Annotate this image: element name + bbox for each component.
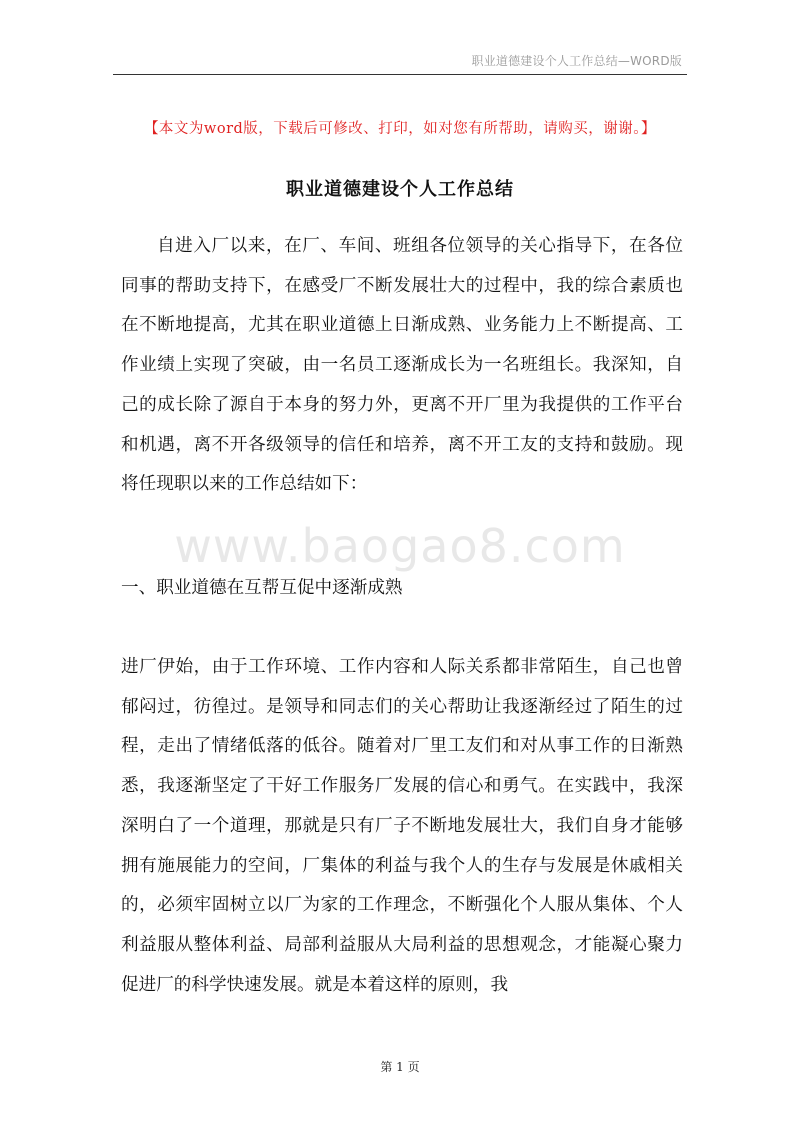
body-paragraph-section1: 进厂伊始，由于工作环境、工作内容和人际关系都非常陌生，自己也曾郁闷过，彷徨过。是领导和同志们的关心帮助让我逐渐经过了陌生的过程，走出了情绪低落的低谷。随着对厂里工友们和对从事工作的日渐熟悉，我逐渐坚定了干好工作服务厂发展的信心和勇气。在实践中，我深深明白了一个道理，那就是只有厂子不断地发展壮大，我们自身才能够拥有施展能力的空间，厂集体的利益与我个人的生存与发展是休戚相关的，必须牢固树立以厂为家的工作理念，不断强化个人服从集体、个人利益服从整体利益、局部利益服从大局利益的思想观念，才能凝心聚力促进厂的科学快速发展。就是本着这样的原则，我 (121, 657, 683, 995)
page-number: 第 1 页 (380, 1060, 420, 1074)
body-paragraph-intro: 自进入厂以来，在厂、车间、班组各位领导的关心指导下，在各位同事的帮助支持下，在感受厂不断发展壮大的过程中，我的综合素质也在不断地提高，尤其在职业道德上日渐成熟、业务能力上不断提高、工作业绩上实现了突破，由一名员工逐渐成长为一名班组长。我深知，自己的成长除了源自于本身的努力外，更离不开厂里为我提供的工作平台和机遇，离不开各级领导的信任和培养，离不开工友的支持和鼓励。现将任现职以来的工作总结如下： (121, 236, 683, 495)
section-heading-1: 一、职业道德在互帮互促中逐渐成熟 (121, 578, 403, 598)
document-title: 职业道德建设个人工作总结 (286, 179, 514, 200)
running-header: 职业道德建设个人工作总结—WORD版 (471, 54, 682, 68)
watermark: www.baogao8.com (174, 519, 626, 573)
header-divider (113, 74, 687, 75)
download-notice: 【本文为word版，下载后可修改、打印，如对您有所帮助，请购买，谢谢。】 (143, 121, 657, 137)
